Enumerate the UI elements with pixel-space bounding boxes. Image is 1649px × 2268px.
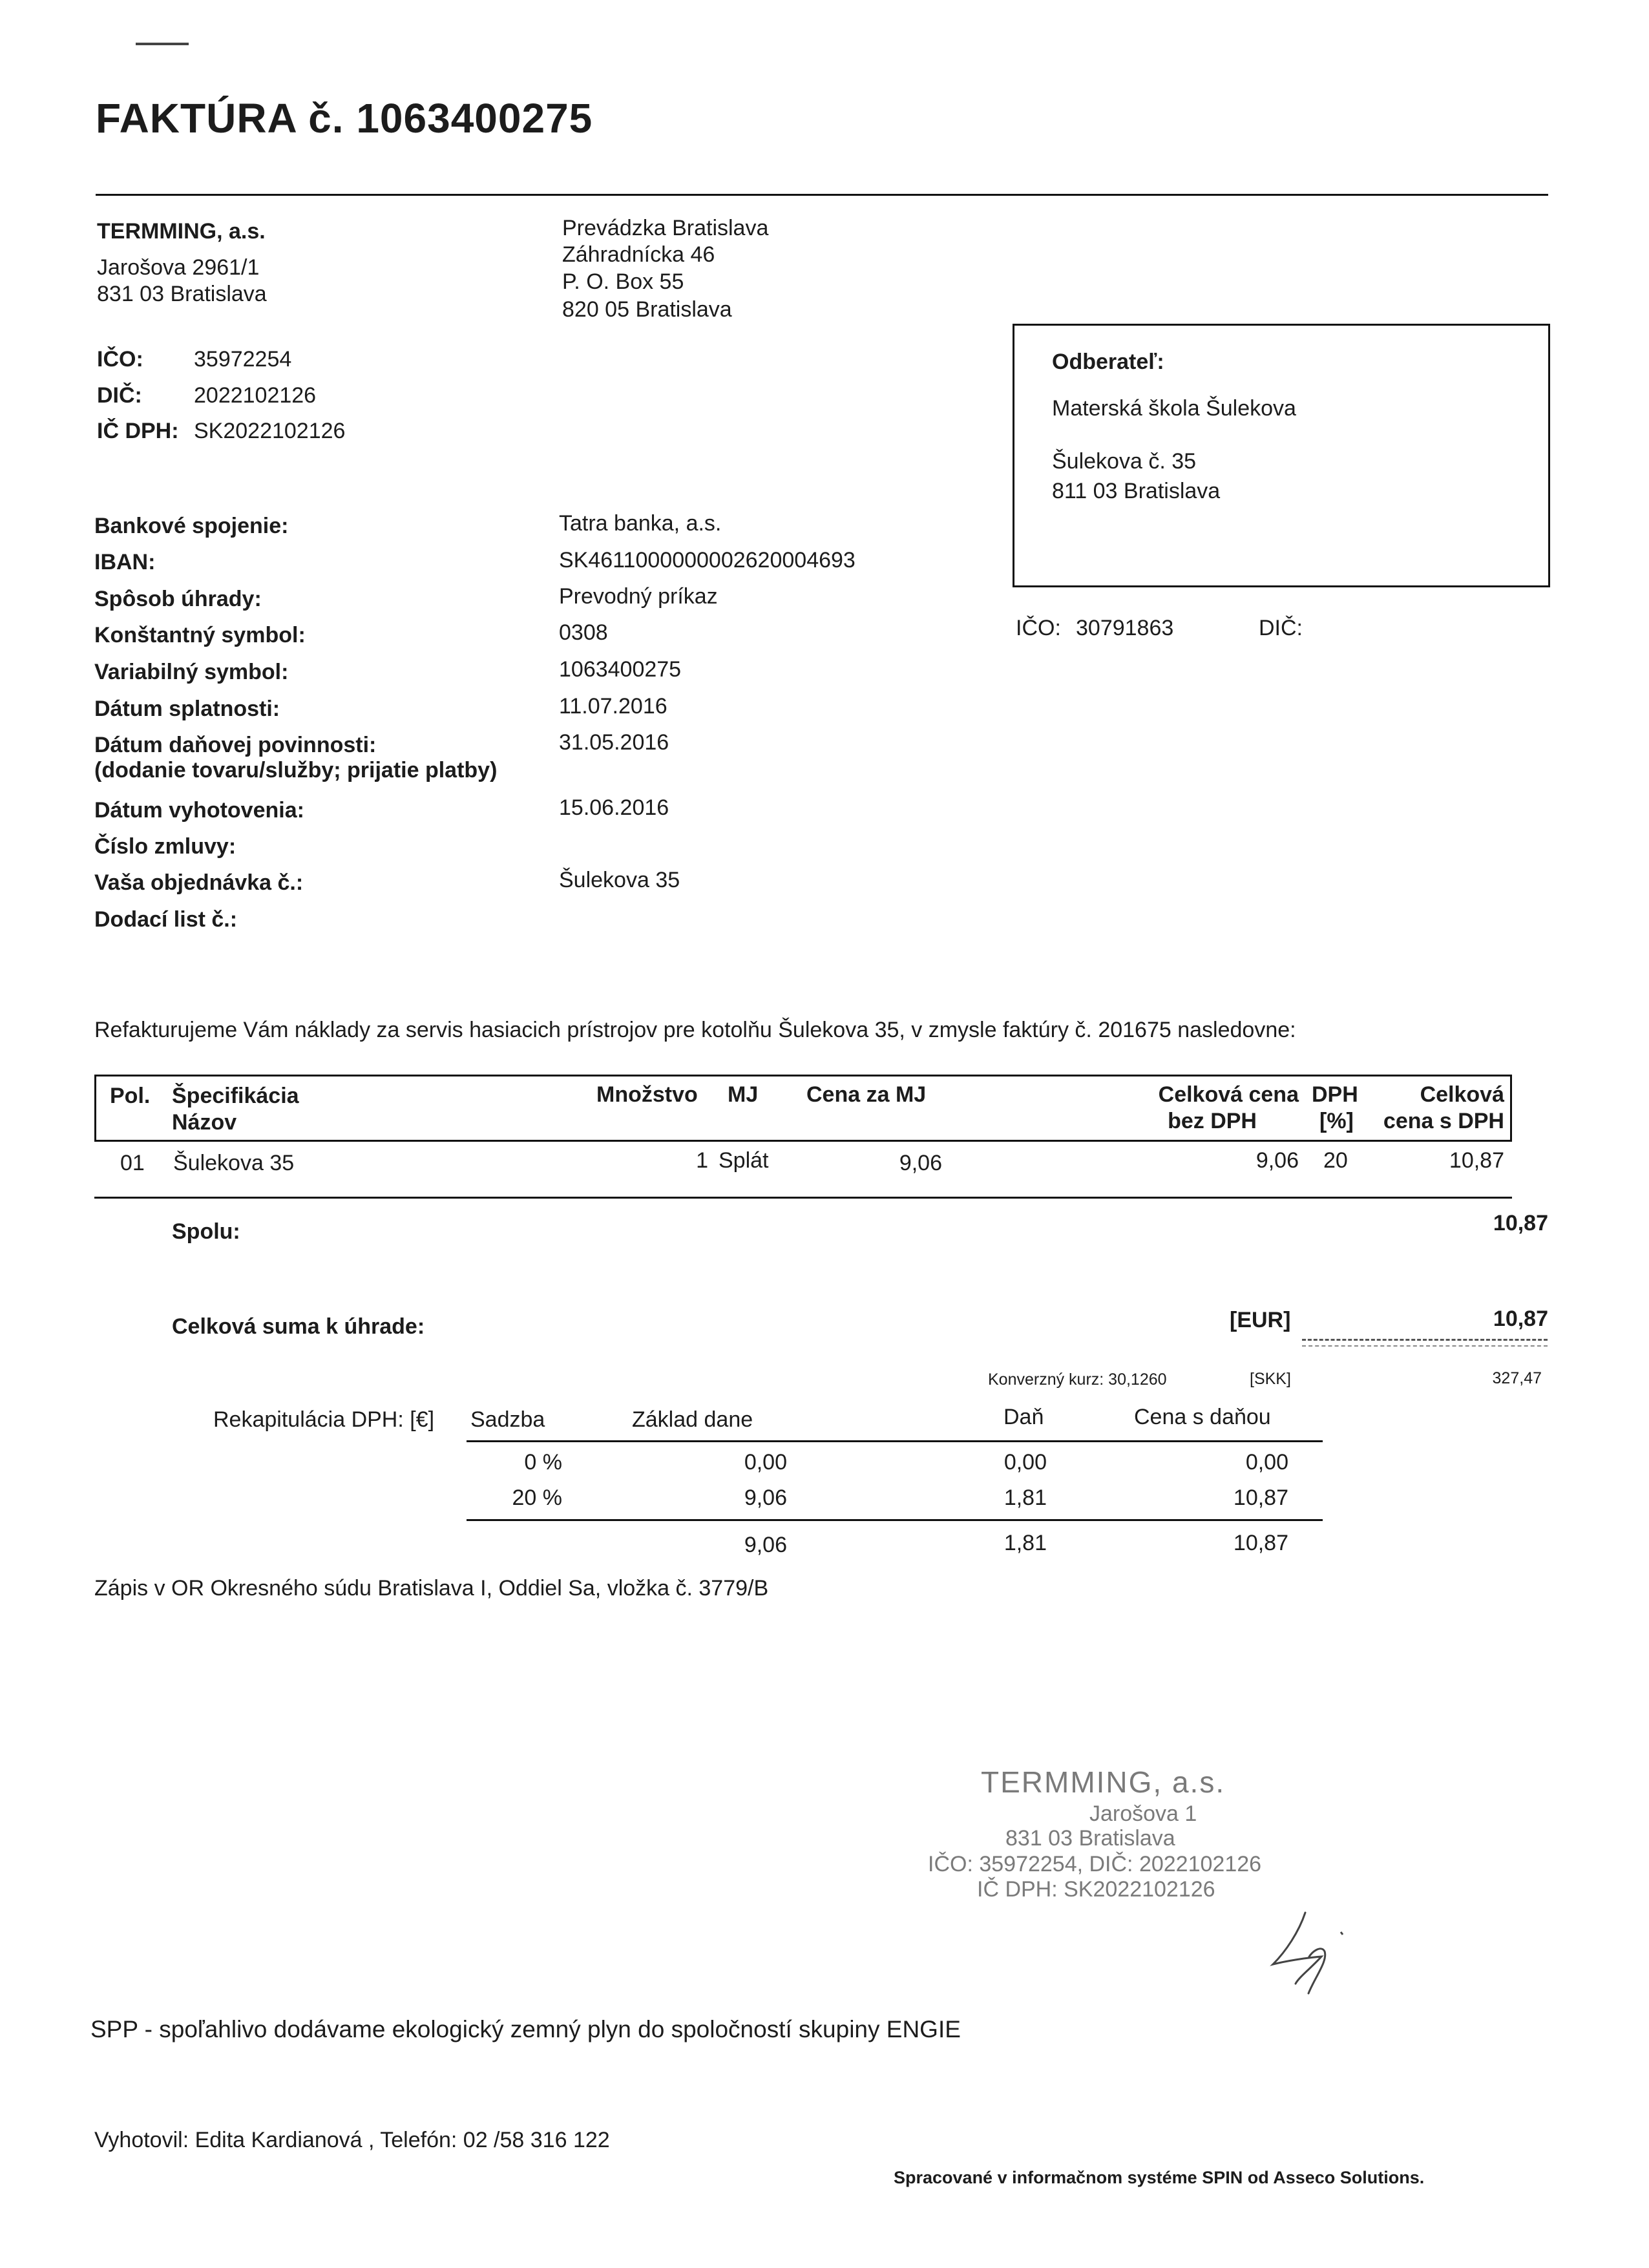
spolu-value: 10,87 [1493, 1211, 1548, 1235]
stamp-city: 831 03 Bratislava [1005, 1826, 1175, 1851]
vat-amount: 1,81 [1003, 1486, 1047, 1510]
detail-value: Tatra banka, a.s. [559, 511, 722, 536]
col-header-qty: Množstvo [596, 1082, 698, 1107]
vat-recap-header-base: Základ dane [632, 1407, 753, 1432]
invoice-title: FAKTÚRA č. 1063400275 [96, 95, 593, 142]
vat-rate: 20 % [512, 1486, 562, 1510]
vat-recap-header-total: Cena s daňou [1134, 1405, 1271, 1429]
col-header-unit-price: Cena za MJ [806, 1082, 927, 1107]
spolu-label: Spolu: [172, 1219, 240, 1244]
footer-system: Spracované v informačnom systéme SPIN od Asseco Solutions. [894, 2168, 1425, 2187]
row-mj: Splát [719, 1148, 769, 1173]
detail-value: 11.07.2016 [559, 694, 667, 719]
supplier-ico-value: 35972254 [194, 347, 292, 372]
supplier-icdph-value: SK2022102126 [194, 419, 346, 443]
footer-slogan: SPP - spoľahlivo dodávame ekologický zemný plyn do spoločností skupiny ENGIE [90, 2016, 961, 2042]
stamp-name: TERMMING, a.s. [981, 1765, 1226, 1799]
detail-label: Dátum vyhotovenia: [94, 798, 304, 823]
row-total-gross: 10,87 [1449, 1148, 1504, 1173]
detail-value: 31.05.2016 [559, 730, 669, 755]
stamp-street: Jarošova 1 [1089, 1801, 1197, 1826]
row-vat: 20 [1323, 1148, 1348, 1173]
detail-value: 0308 [559, 620, 608, 645]
vat-sum-total: 10,87 [1233, 1531, 1288, 1555]
intro-text: Refakturujeme Vám náklady za servis hasiacich prístrojov pre kotolňu Šulekova 35, v zmysle faktúry č. 201675 nasledovne: [94, 1018, 1296, 1042]
total-sum-value: 10,87 [1493, 1307, 1548, 1331]
col-header-spec: Špecifikácia [172, 1084, 299, 1108]
row-name: Šulekova 35 [173, 1151, 295, 1175]
detail-label: (dodanie tovaru/služby; prijatie platby) [94, 758, 498, 782]
row-total-net: 9,06 [1255, 1148, 1299, 1173]
stamp-vat: IČ DPH: SK2022102126 [977, 1877, 1215, 1902]
detail-value: Prevodný príkaz [559, 584, 718, 609]
vat-sum-base: 9,06 [744, 1533, 787, 1557]
total-dashed-line-2 [1302, 1345, 1548, 1347]
vat-sum-vat: 1,81 [1003, 1531, 1047, 1555]
col-header-pol: Pol. [110, 1084, 151, 1108]
signature-scribble [1260, 1906, 1357, 2003]
supplier-city: 831 03 Bratislava [97, 282, 267, 306]
table-header-bottom-line [94, 1140, 1512, 1142]
supplier-ico-label: IČO: [97, 347, 143, 372]
title-divider [96, 194, 1548, 196]
detail-label: Dodací list č.: [94, 907, 238, 932]
detail-value: SK4611000000002620004693 [559, 548, 856, 572]
table-left-border [94, 1075, 96, 1142]
detail-label: Vaša objednávka č.: [94, 870, 304, 895]
vat-base: 9,06 [744, 1486, 787, 1510]
col-header-mj: MJ [728, 1082, 759, 1107]
customer-street: Šulekova č. 35 [1052, 449, 1197, 474]
customer-name: Materská škola Šulekova [1052, 396, 1296, 421]
detail-value: 15.06.2016 [559, 795, 669, 820]
vat-total: 10,87 [1233, 1486, 1288, 1510]
branch-line: Prevádzka Bratislava [562, 216, 769, 240]
footer-issued-by: Vyhotovil: Edita Kardianová , Telefón: 02 /58 316 122 [94, 2128, 610, 2152]
row-unit-price: 9,06 [899, 1151, 942, 1175]
scan-mark [136, 43, 189, 45]
customer-dic-label: DIČ: [1259, 616, 1303, 640]
detail-label: Bankové spojenie: [94, 514, 289, 538]
branch-line: Záhradnícka 46 [562, 242, 715, 267]
col-header-nazov: Názov [172, 1110, 237, 1135]
vat-base: 0,00 [744, 1450, 787, 1475]
detail-label: Číslo zmluvy: [94, 834, 236, 859]
currency-label: [EUR] [1230, 1308, 1291, 1332]
col-header-total-net: Celková cena [1158, 1082, 1299, 1107]
table-bottom-line [94, 1197, 1512, 1199]
customer-heading: Odberateľ: [1052, 350, 1164, 374]
stamp-ids: IČO: 35972254, DIČ: 2022102126 [928, 1852, 1262, 1876]
vat-amount: 0,00 [1003, 1450, 1047, 1475]
conversion-rate: Konverzný kurz: 30,1260 [988, 1370, 1167, 1389]
registry-text: Zápis v OR Okresného súdu Bratislava I, Oddiel Sa, vložka č. 3779/B [94, 1576, 769, 1601]
customer-city: 811 03 Bratislava [1052, 479, 1221, 503]
table-right-border [1510, 1075, 1512, 1142]
detail-label: IBAN: [94, 550, 156, 574]
detail-label: Konštantný symbol: [94, 623, 306, 647]
vat-recap-sum-line [467, 1519, 1323, 1521]
branch-line: 820 05 Bratislava [562, 297, 732, 322]
detail-label: Spôsob úhrady: [94, 587, 262, 611]
branch-line: P. O. Box 55 [562, 269, 684, 294]
col-header-total-net-2: bez DPH [1168, 1109, 1257, 1133]
col-header-vat: DPH [1312, 1082, 1358, 1107]
supplier-dic-label: DIČ: [97, 383, 142, 408]
customer-ico-value: 30791863 [1076, 616, 1174, 640]
detail-value: Šulekova 35 [559, 868, 680, 892]
total-sum-label: Celková suma k úhrade: [172, 1314, 425, 1339]
row-qty: 1 [696, 1148, 708, 1173]
col-header-total-gross-2: cena s DPH [1383, 1109, 1504, 1133]
vat-recap-title: Rekapitulácia DPH: [€] [213, 1407, 435, 1432]
total-dashed-line [1302, 1339, 1548, 1341]
detail-label: Variabilný symbol: [94, 660, 289, 684]
supplier-street: Jarošova 2961/1 [97, 255, 260, 280]
vat-recap-header-line [467, 1440, 1323, 1442]
table-top-line [94, 1075, 1512, 1076]
detail-label: Dátum daňovej povinnosti: [94, 733, 377, 757]
detail-label: Dátum splatnosti: [94, 697, 280, 721]
vat-total: 0,00 [1245, 1450, 1288, 1475]
col-header-vat-2: [%] [1319, 1109, 1354, 1133]
vat-recap-header-rate: Sadzba [470, 1407, 545, 1432]
col-header-total-gross: Celková [1420, 1082, 1504, 1107]
detail-value: 1063400275 [559, 657, 682, 682]
vat-recap-header-vat: Daň [1003, 1405, 1044, 1429]
skk-label: [SKK] [1250, 1370, 1291, 1388]
supplier-name: TERMMING, a.s. [97, 219, 266, 244]
customer-ico-label: IČO: [1016, 616, 1061, 640]
vat-rate: 0 % [524, 1450, 562, 1475]
skk-value: 327,47 [1492, 1369, 1542, 1387]
supplier-dic-value: 2022102126 [194, 383, 317, 408]
supplier-icdph-label: IČ DPH: [97, 419, 179, 443]
row-pol: 01 [120, 1151, 145, 1175]
